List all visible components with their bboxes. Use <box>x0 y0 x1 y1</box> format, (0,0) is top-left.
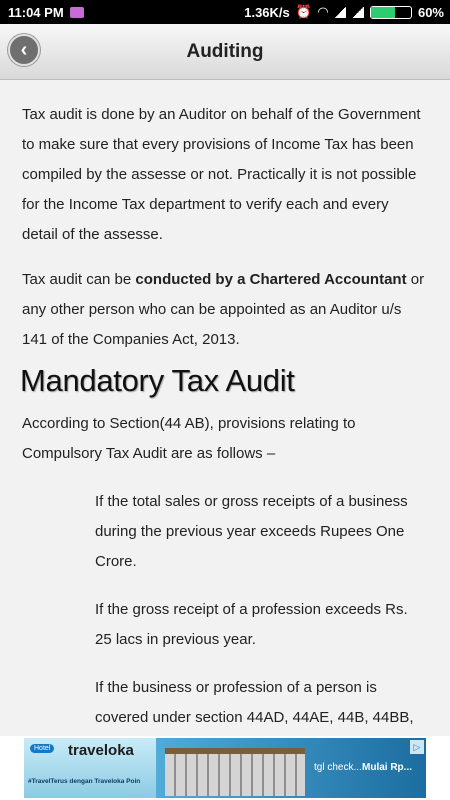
list-item: If the gross receipt of a profession exceeds Rs. 25 lacs in previous year. <box>95 601 408 648</box>
back-button[interactable] <box>8 34 40 66</box>
section-heading: Mandatory Tax Audit <box>20 363 295 398</box>
article-content[interactable] <box>0 80 450 736</box>
paragraph-tax-audit: Tax audit is done by an Auditor on behalf of the Government to make sure that every provisions of Income Tax has been compiled by the assesse or not. Practically it is not possible for the Income Tax department to verify each and every detail of the assesse. <box>22 106 421 243</box>
ad-text-checkin: tgl check... <box>314 762 362 773</box>
paragraph-conducted-by <box>22 265 428 355</box>
app-bar <box>0 24 450 80</box>
network-speed: 1.36K/s <box>244 4 290 20</box>
ad-text-price: Mulai Rp... <box>362 762 412 773</box>
ad-brand-logo: traveloka <box>68 742 134 759</box>
ad-choices-icon[interactable]: ▷ <box>410 740 424 754</box>
wifi-icon: ◠ <box>317 4 328 19</box>
ad-left-panel <box>24 738 156 798</box>
alarm-icon: ⏰ <box>295 4 312 19</box>
status-time: 11:04 PM <box>8 4 64 20</box>
ad-creative[interactable] <box>24 738 426 798</box>
ad-tagline: #TravelTerus dengan Traveloka Poin <box>28 778 141 785</box>
ad-hotel-tag: Hotel <box>30 744 54 753</box>
paragraph2-bold: conducted by a Chartered Accountant <box>135 271 407 288</box>
signal-icon-2 <box>352 7 364 18</box>
bullet-list <box>22 487 428 733</box>
ad-banner[interactable] <box>0 736 450 800</box>
page-title: Auditing <box>186 40 264 62</box>
ad-hotel-photo <box>165 748 305 796</box>
intro-paragraph: According to Section(44 AB), provisions relating to Compulsory Tax Audit are as follows – <box>22 415 356 462</box>
battery-icon <box>370 6 412 19</box>
list-item: If the total sales or gross receipts of a business during the previous year exceeds Rupees One Crore. <box>95 493 408 570</box>
status-right <box>244 4 444 20</box>
battery-percent: 60% <box>417 4 444 20</box>
signal-icon-1 <box>334 7 346 18</box>
status-bar <box>0 0 450 24</box>
list-item: If the business or profession of a person is covered under section 44AD, 44AE, 44B, 44BB, <box>95 679 414 726</box>
paragraph2-post: or any other person who can be appointed as an Auditor u/s 141 of the Companies Act, 2013. <box>22 271 425 348</box>
paragraph2-pre: Tax audit can be <box>22 271 136 288</box>
back-arrow-icon: ‹ <box>20 38 28 61</box>
message-notification-icon <box>70 7 84 18</box>
